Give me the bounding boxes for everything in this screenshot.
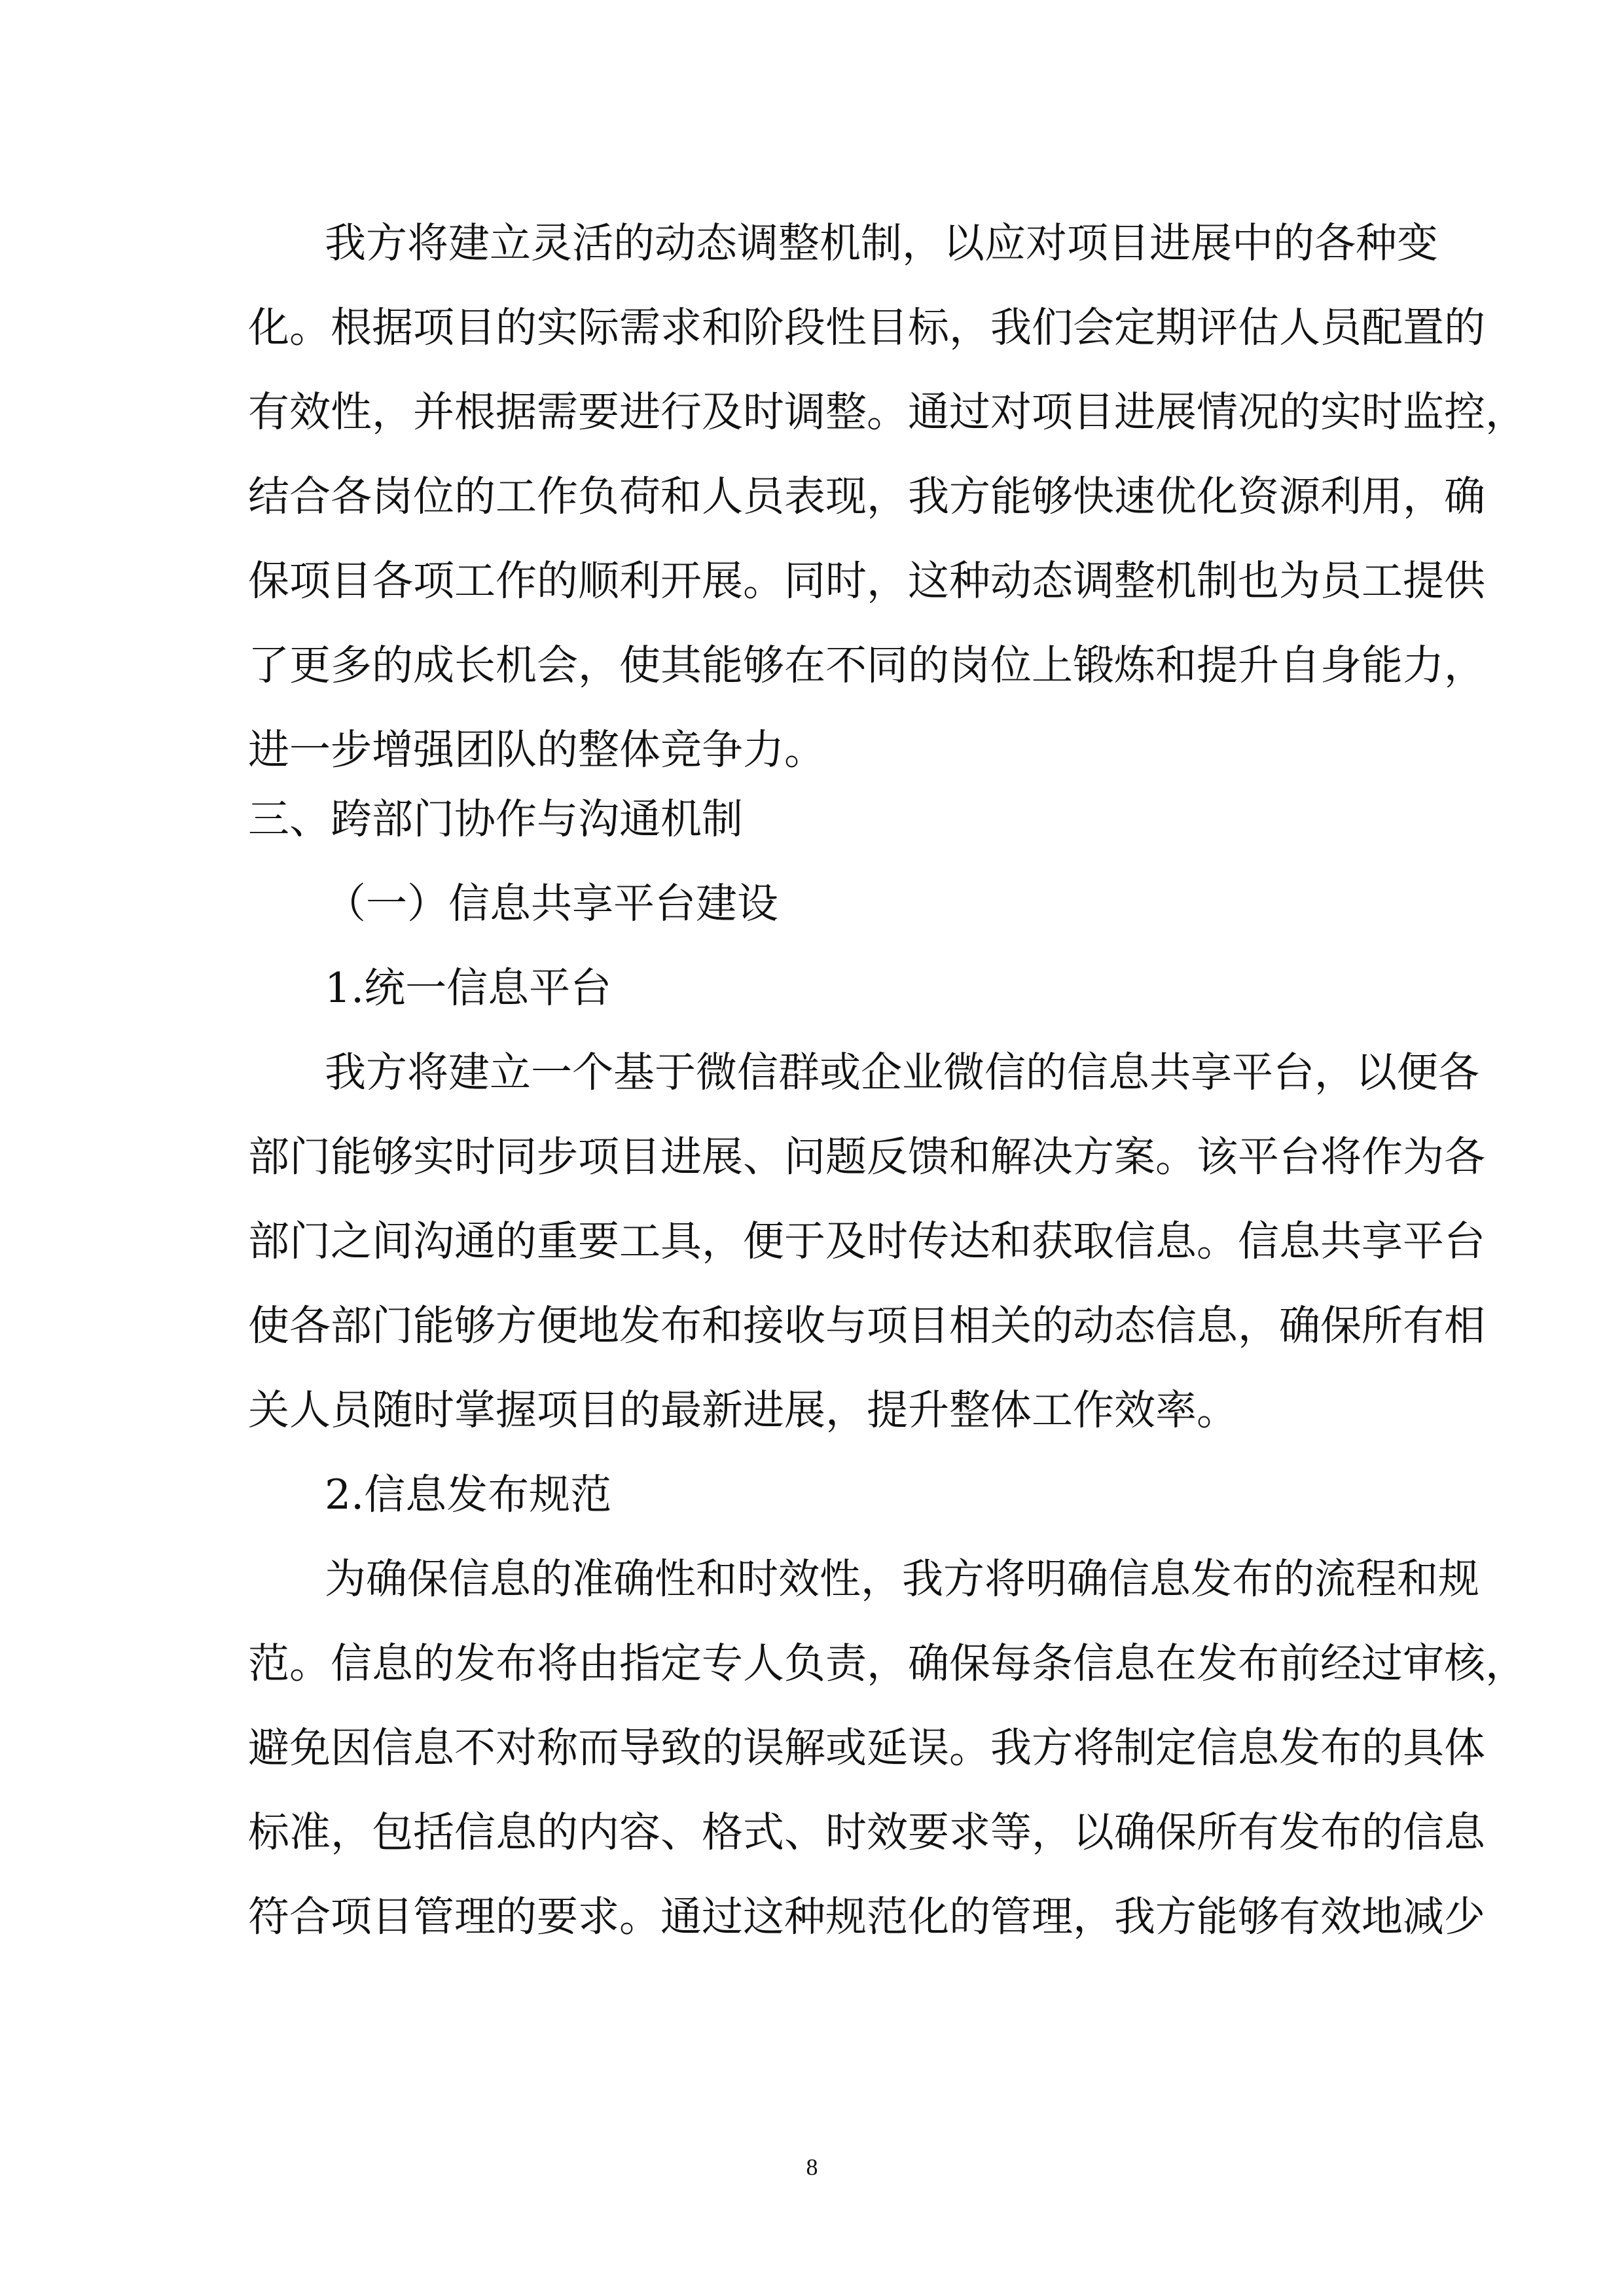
text-line: 化。根据项目的实际需求和阶段性目标，我们会定期评估人员配置的	[248, 304, 1485, 351]
text-line: 我方将建立一个基于微信群或企业微信的信息共享平台，以便各	[325, 1049, 1479, 1096]
text-line: 保项目各项工作的顺利开展。同时，这种动态调整机制也为员工提供	[248, 557, 1485, 605]
text-line: 为确保信息的准确性和时效性，我方将明确信息发布的流程和规	[325, 1555, 1479, 1603]
text-line: 范。信息的发布将由指定专人负责，确保每条信息在发布前经过审核，	[248, 1640, 1526, 1687]
paragraph-dynamic-adjustment	[248, 201, 1526, 792]
text-line: 我方将建立灵活的动态调整机制，以应对项目进展中的各种变	[325, 219, 1438, 267]
section-heading: 三、跨部门协作与沟通机制	[248, 795, 743, 843]
text-line: 进一步增强团队的整体竞争力。	[248, 726, 825, 774]
text-line: 结合各岗位的工作负荷和人员表现，我方能够快速优化资源利用，确	[248, 473, 1485, 520]
item-2-heading: 2.信息发布规范	[325, 1471, 612, 1518]
text-line: 避免因信息不对称而导致的误解或延误。我方将制定信息发布的具体	[248, 1724, 1485, 1772]
text-line: 关人员随时掌握项目的最新进展，提升整体工作效率。	[248, 1386, 1238, 1434]
item-1-heading: 1.统一信息平台	[325, 964, 612, 1012]
document-body	[248, 201, 1526, 1959]
paragraph-publishing-rules	[248, 1537, 1526, 1959]
text-line: 部门能够实时同步项目进展、问题反馈和解决方案。该平台将作为各	[248, 1133, 1485, 1181]
subsection-heading: （一）信息共享平台建设	[325, 880, 778, 927]
text-line: 有效性，并根据需要进行及时调整。通过对项目进展情况的实时监控，	[248, 388, 1526, 436]
text-line: 部门之间沟通的重要工具，便于及时传达和获取信息。信息共享平台	[248, 1217, 1485, 1265]
text-line: 标准，包括信息的内容、格式、时效要求等，以确保所有发布的信息	[248, 1808, 1485, 1856]
text-line: 了更多的成长机会，使其能够在不同的岗位上锻炼和提升自身能力，	[248, 641, 1485, 689]
page-number: 8	[806, 2154, 818, 2180]
paragraph-info-platform	[248, 1030, 1485, 1452]
text-line: 符合项目管理的要求。通过这种规范化的管理，我方能够有效地减少	[248, 1893, 1485, 1941]
text-line: 使各部门能够方便地发布和接收与项目相关的动态信息，确保所有相	[248, 1302, 1485, 1350]
